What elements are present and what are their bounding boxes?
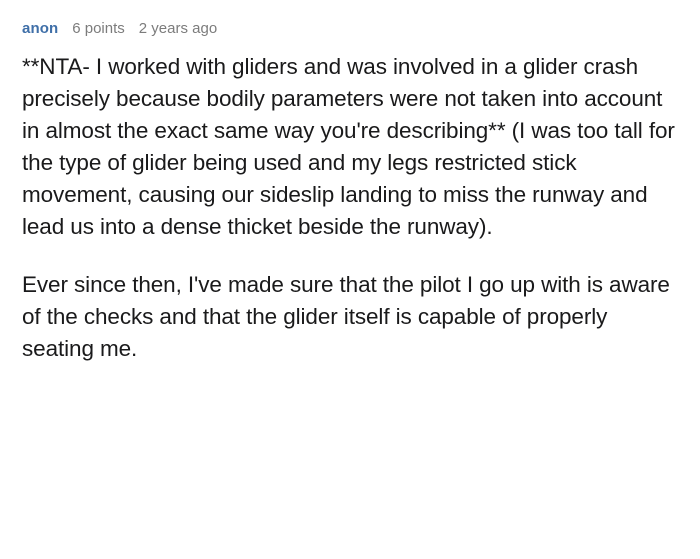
comment-timestamp: 2 years ago bbox=[138, 20, 218, 37]
comment-paragraph: Ever since then, I've made sure that the pilot I go up with is aware of the checks and that the glider itself is capable of properly seating me. bbox=[22, 271, 670, 361]
comment-points: 6 points bbox=[72, 20, 125, 37]
comment-paragraph: **NTA- I worked with gliders and was involved in a glider crash precisely because bodily parameters were not taken into account in almost the exact same way you're describing** (I was too tall for the type of glider being used and my legs restricted stick movement, causing our sideslip landing to miss the runway and lead us into a dense thicket beside the runway). bbox=[22, 54, 675, 239]
comment-author[interactable]: anon bbox=[22, 20, 59, 37]
comment-meta bbox=[22, 20, 678, 37]
comment-body bbox=[22, 51, 678, 364]
